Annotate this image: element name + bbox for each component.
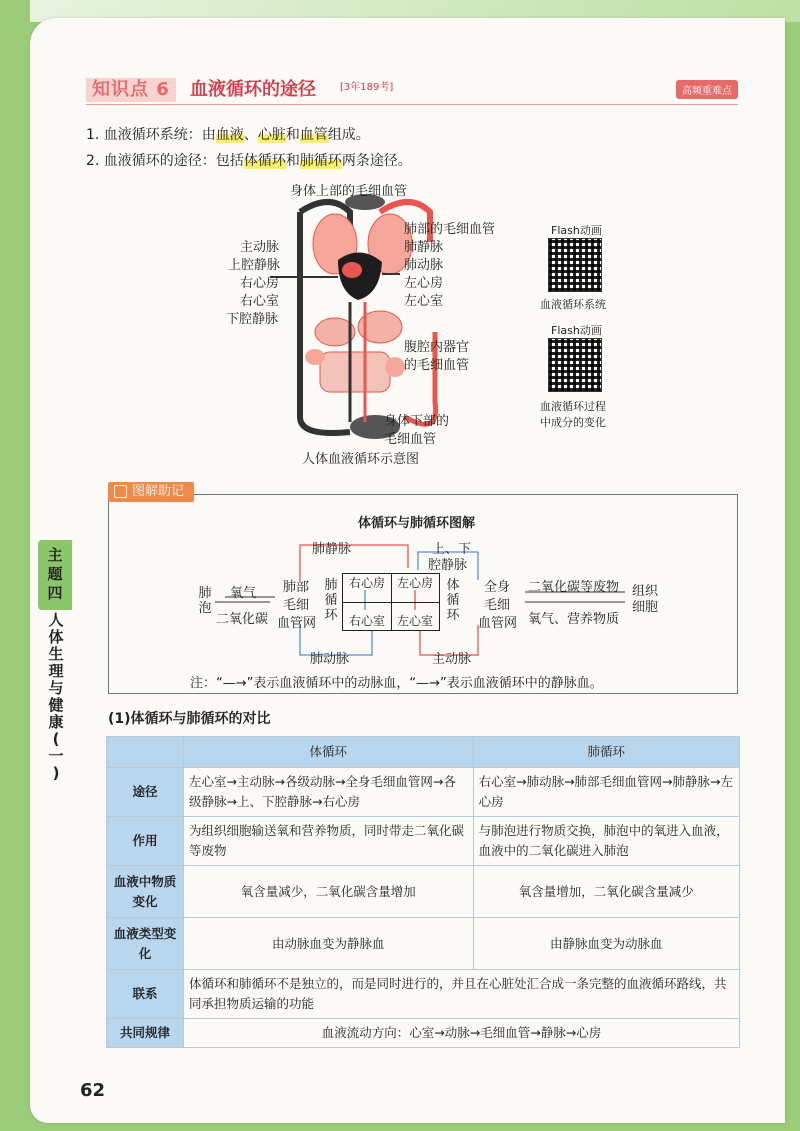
figure-title: 体循环与肺循环图解 (358, 516, 476, 531)
cell-relation: 体循环和肺循环不是独立的，而是同时进行的，并且在心脏处汇合成一条完整的血液循环路线，共同承担物质运输的功能 (184, 970, 740, 1019)
cell-common-rule: 血液流动方向：心室→动脉→毛细血管→静脉→心房 (184, 1019, 740, 1048)
circulation-diagram (226, 182, 530, 472)
label-left-ventricle: 左心室 (404, 294, 444, 309)
label-right-atrium: 右心房 (240, 276, 280, 291)
label-vena-cava-2: 腔静脉 (428, 558, 468, 573)
cell-systemic-pathway: 左心室→主动脉→各级动脉→全身毛细血管网→各级静脉→上、下腔静脉→右心房 (184, 768, 474, 817)
label-co2: 二氧化碳 (216, 612, 269, 627)
label-pulmonary-artery: 肺动脉 (310, 652, 350, 667)
row-head-common-rule: 共同规律 (107, 1019, 184, 1048)
table-row (107, 1019, 740, 1048)
figure-note: 注：“—→”表示血液循环中的动脉血，“—→”表示血液循环中的静脉血。 (190, 676, 603, 691)
right-ventricle: 右心室 (343, 602, 392, 630)
label-right-ventricle: 右心室 (240, 294, 280, 309)
right-atrium: 右心房 (343, 574, 392, 603)
section-title: (1)体循环与肺循环的对比 (108, 711, 271, 727)
heart-chambers-grid (342, 573, 440, 631)
cell-pulmonary-substance-change: 氧含量增加，二氧化碳含量减少 (473, 866, 739, 918)
table-row (107, 866, 740, 918)
table-header-systemic: 体循环 (184, 737, 474, 768)
label-body-cap-3: 血管网 (478, 616, 518, 631)
comparison-table (106, 736, 740, 1048)
cell-systemic-function: 为组织细胞输送氧和营养物质，同时带走二氧化碳等废物 (184, 817, 474, 866)
label-body-cap-1: 全身 (484, 580, 511, 595)
figure-tag: 图解助记 (108, 482, 194, 502)
label-oxygen: 氧气 (230, 586, 257, 601)
label-lower-capillaries-1: 身体下部的 (384, 414, 450, 429)
table-header-pulmonary: 肺循环 (473, 737, 739, 768)
pencil-icon (114, 485, 127, 498)
row-head-pathway: 途径 (107, 768, 184, 817)
section-header (86, 78, 738, 105)
left-ventricle: 左心室 (396, 614, 433, 628)
label-abdominal-capillaries-2: 的毛细血管 (404, 358, 470, 373)
point-1: 1. 血液循环系统：由血液、心脏和血管组成。 (86, 127, 370, 143)
label-upper-capillaries: 身体上部的毛细血管 (290, 184, 408, 199)
label-left-atrium: 左心房 (404, 276, 444, 291)
point-2: 2. 血液循环的途径：包括体循环和肺循环两条途径。 (86, 153, 412, 169)
qr-code-2[interactable] (548, 338, 602, 392)
diagram-caption: 人体血液循环示意图 (302, 452, 420, 467)
cell-pulmonary-function: 与肺泡进行物质交换，肺泡中的氧进入血液，血液中的二氧化碳进入肺泡 (473, 817, 739, 866)
label-superior-vena-cava: 上腔静脉 (228, 258, 281, 273)
label-lung-cap-1: 肺部 (283, 580, 310, 595)
table-row (107, 768, 740, 817)
subject-label: 人 体 生 理 与 健 康 ( 一 ) (48, 611, 64, 782)
label-vena-cava-1: 上、下 (432, 542, 472, 557)
label-lung-capillaries: 肺部的毛细血管 (404, 222, 496, 237)
label-systemic-circulation: 体循环 (446, 578, 460, 623)
qr-2-caption-1: 血液循环过程 (540, 400, 606, 413)
label-lower-capillaries-2: 毛细血管 (384, 432, 437, 447)
cell-pulmonary-blood-type-change: 由静脉血变为动脉血 (473, 918, 739, 970)
label-o2-nutrients: 氧气、营养物质 (528, 612, 620, 627)
label-aorta-main: 主动脉 (432, 652, 472, 667)
row-head-blood-type-change: 血液类型变化 (107, 918, 184, 970)
row-head-function: 作用 (107, 817, 184, 866)
table-header-empty (107, 737, 184, 768)
label-pulmonary-circulation: 肺循环 (324, 578, 338, 623)
label-lung-cap-2: 毛细 (283, 598, 310, 613)
left-atrium: 左心房 (391, 574, 439, 603)
label-aorta: 主动脉 (240, 240, 280, 255)
label-pulmonary-artery: 肺动脉 (404, 258, 444, 273)
table-header-row (107, 737, 740, 768)
table-row (107, 970, 740, 1019)
theme-label: 主 题 四 (47, 546, 63, 602)
table-row (107, 918, 740, 970)
label-body-cap-2: 毛细 (484, 598, 511, 613)
table-row (107, 817, 740, 866)
label-inferior-vena-cava: 下腔静脉 (226, 312, 279, 327)
label-abdominal-capillaries-1: 腹腔内器官 (404, 340, 470, 355)
label-lung-cap-3: 血管网 (277, 616, 317, 631)
label-co2-waste: 二氧化碳等废物 (528, 580, 620, 595)
label-lung-vein: 肺静脉 (312, 542, 352, 557)
label-tissue-cells: 组织细胞 (632, 584, 659, 615)
row-head-relation: 联系 (107, 970, 184, 1019)
row-head-substance-change: 血液中物质变化 (107, 866, 184, 918)
cell-systemic-substance-change: 氧含量减少，二氧化碳含量增加 (184, 866, 474, 918)
qr-code-1[interactable] (548, 238, 602, 292)
label-pulmonary-vein: 肺静脉 (404, 240, 444, 255)
cell-systemic-blood-type-change: 由动脉血变为静脉血 (184, 918, 474, 970)
page-title: 血液循环的途径 (190, 79, 316, 100)
cell-pulmonary-pathway: 右心室→肺动脉→肺部毛细血管网→肺静脉→左心房 (473, 768, 739, 817)
qr-1-caption: 血液循环系统 (540, 298, 606, 311)
knowledge-point-label: 知识点 6 (86, 78, 176, 102)
exam-frequency-note: [3年189考] (340, 82, 394, 93)
status-badge: 高频重难点 (676, 80, 738, 99)
page-number: 62 (80, 1080, 106, 1101)
qr-1-heading: Flash动画 (551, 224, 602, 237)
label-alveoli: 肺泡 (198, 586, 212, 616)
qr-2-heading: Flash动画 (551, 324, 602, 337)
qr-2-caption-2: 中成分的变化 (540, 416, 606, 429)
